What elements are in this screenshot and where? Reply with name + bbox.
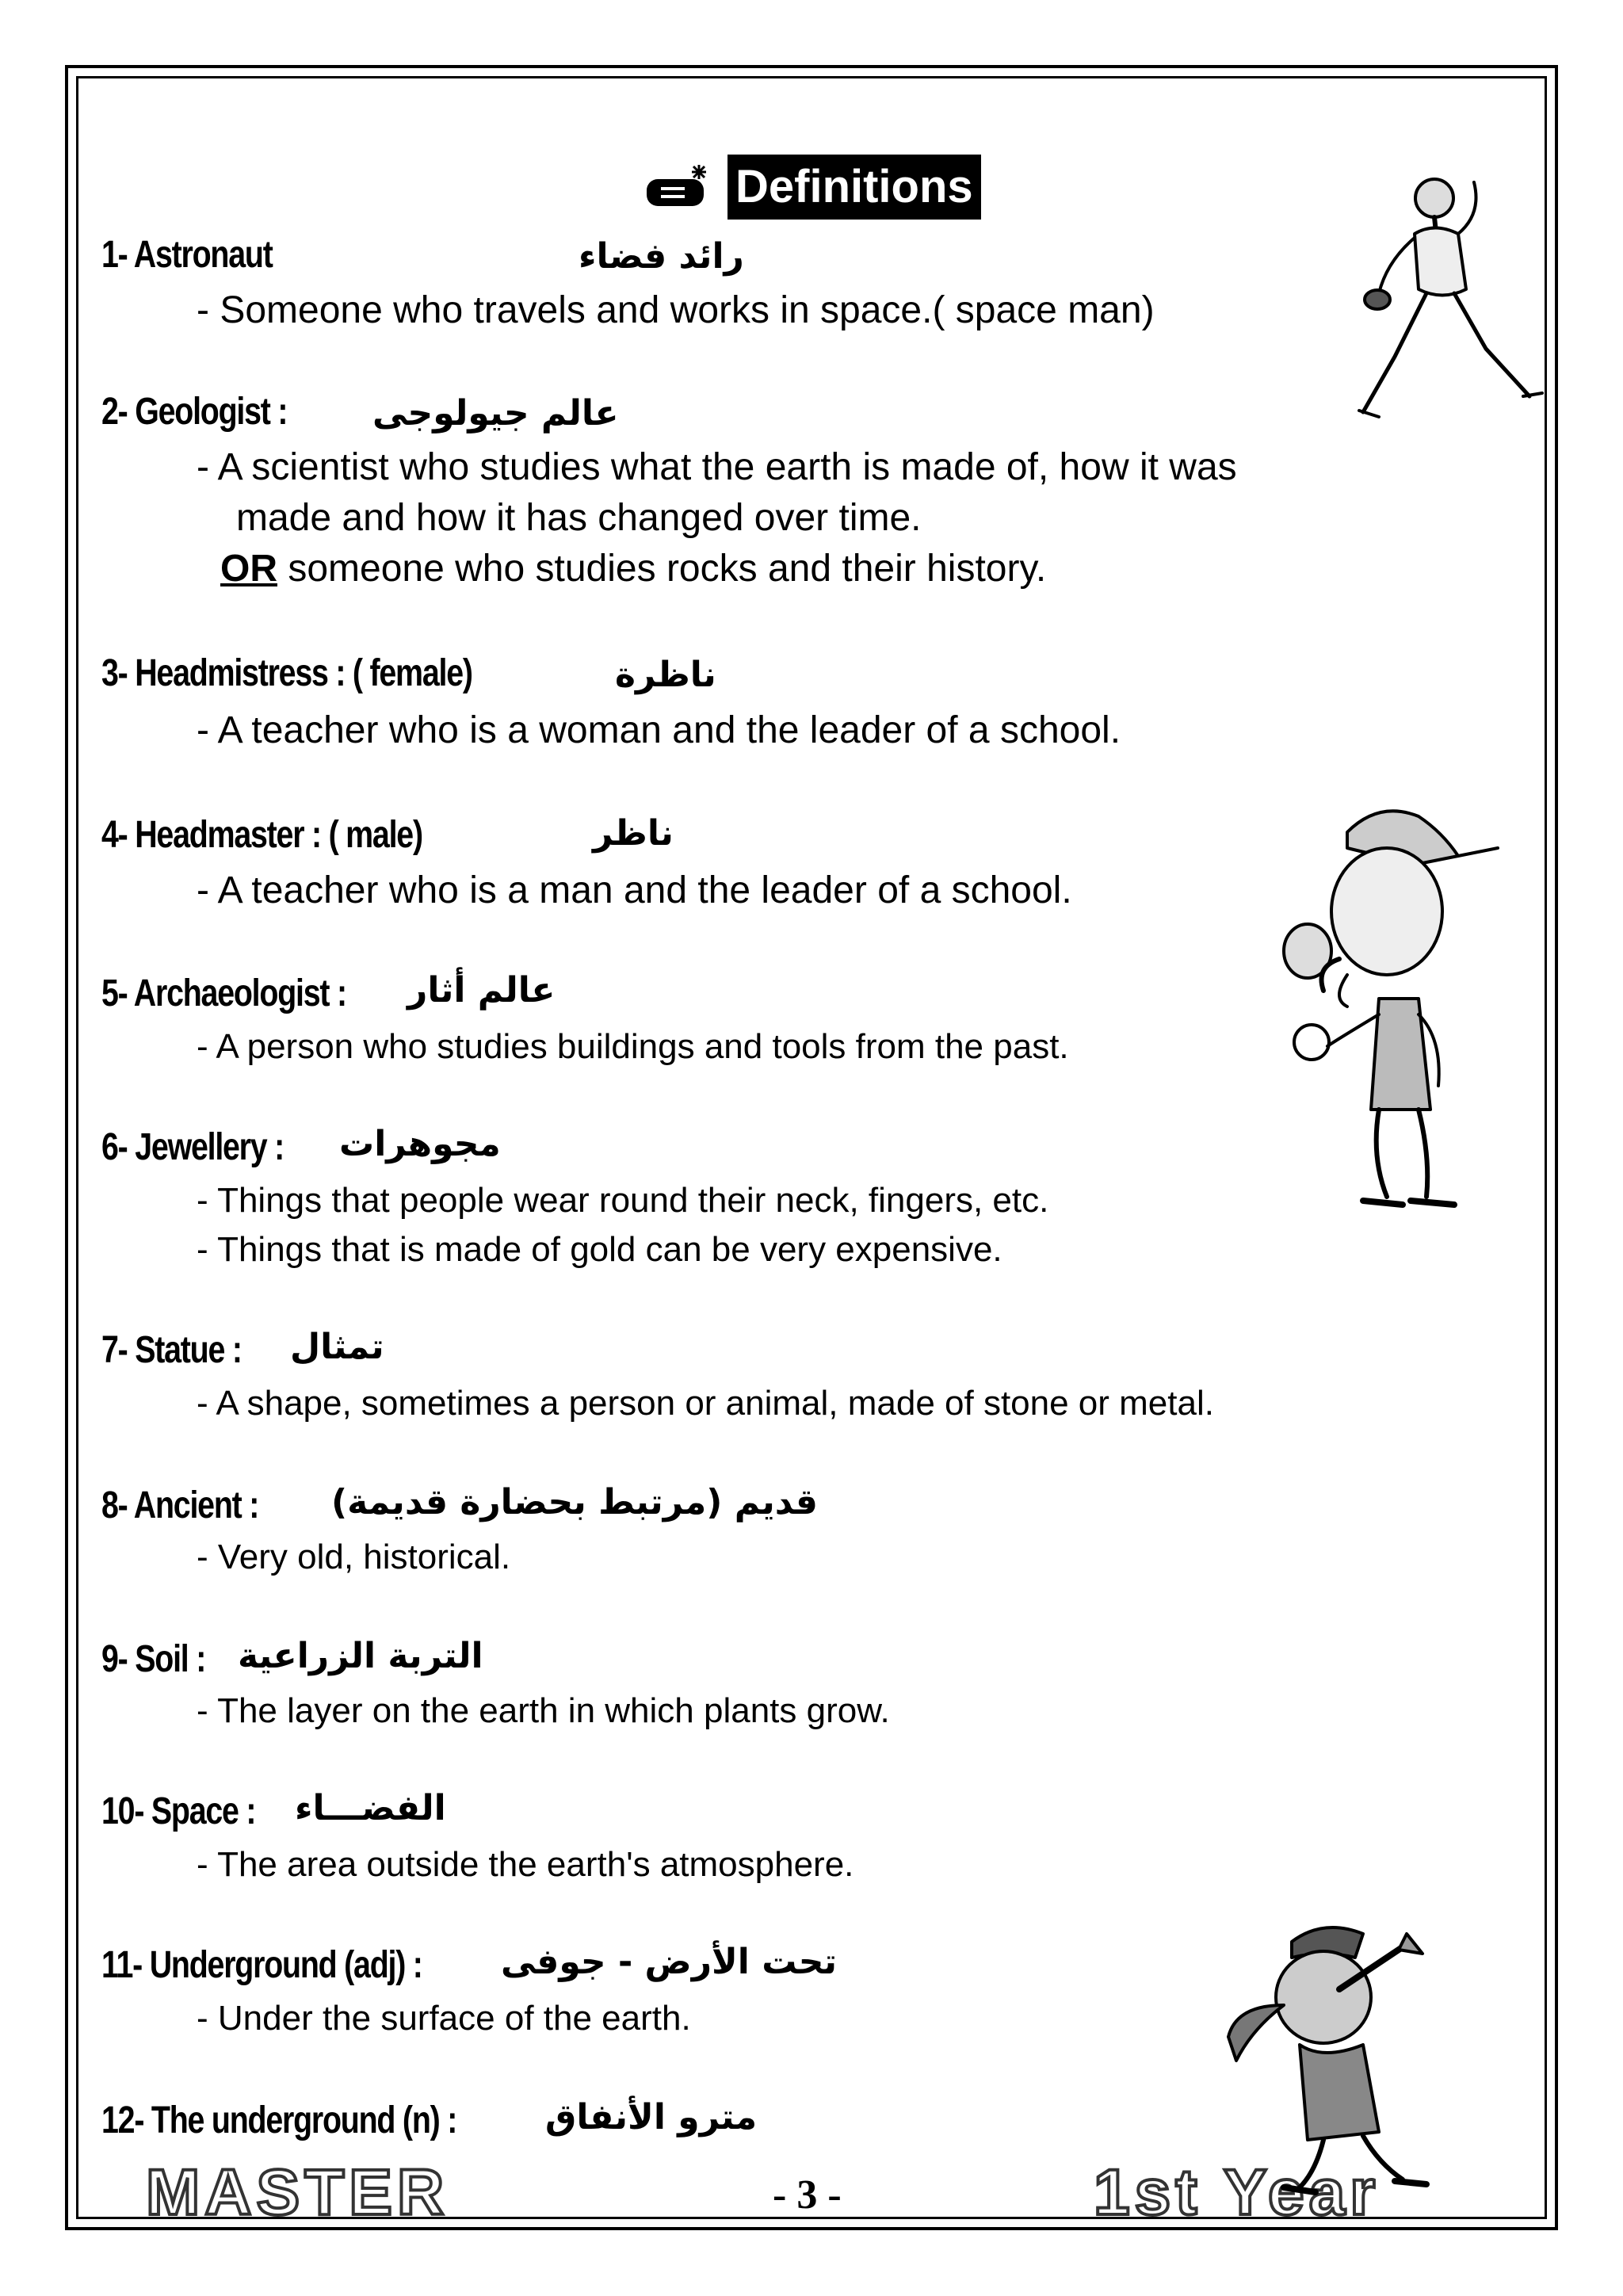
arabic-headmaster: ناظر bbox=[593, 813, 674, 854]
projector-icon bbox=[643, 162, 720, 212]
footer-year: 1st Year bbox=[1094, 2157, 1381, 2218]
baseball-pitcher-illustration bbox=[1316, 159, 1553, 428]
definition-geologist-1: - A scientist who studies what the earth is made of, how it was bbox=[197, 446, 1237, 488]
definition-headmaster: - A teacher who is a man and the leader of a school. bbox=[197, 869, 1072, 911]
arabic-archaeologist: عالم أثار bbox=[407, 970, 556, 1010]
arabic-space: الفضـــاء bbox=[295, 1788, 446, 1828]
or-text: someone who studies rocks and their history. bbox=[277, 548, 1047, 590]
page-number: - 3 - bbox=[773, 2172, 842, 2218]
footer-master: MASTER bbox=[146, 2157, 449, 2229]
arabic-headmistress: ناظرة bbox=[615, 655, 716, 695]
definition-astronaut: - Someone who travels and works in space.( space man) bbox=[197, 289, 1155, 331]
term-geologist: 2- Geologist : bbox=[101, 391, 288, 433]
arabic-underground-adj: تحت الأرض - جوفى bbox=[501, 1942, 838, 1982]
term-ancient: 8- Ancient : bbox=[101, 1484, 259, 1526]
arabic-geologist: عالم جيولوجى bbox=[372, 393, 619, 434]
term-headmistress: 3- Headmistress : ( female) bbox=[101, 652, 472, 694]
definition-statue: - A shape, sometimes a person or animal, made of stone or metal. bbox=[197, 1384, 1214, 1423]
definition-space: - The area outside the earth's atmosphere. bbox=[197, 1845, 854, 1884]
definition-underground-adj: - Under the surface of the earth. bbox=[197, 1999, 691, 2038]
definition-geologist-or bbox=[220, 547, 1046, 590]
definition-archaeologist: - A person who studies buildings and tools from the past. bbox=[197, 1027, 1069, 1066]
definition-headmistress: - A teacher who is a woman and the leader of a school. bbox=[197, 709, 1121, 751]
definition-soil: - The layer on the earth in which plants grow. bbox=[197, 1691, 890, 1730]
term-underground-adj: 11- Underground (adj) : bbox=[101, 1944, 422, 1986]
definition-jewellery-2: - Things that is made of gold can be very expensive. bbox=[197, 1230, 1002, 1269]
term-archaeologist: 5- Archaeologist : bbox=[101, 972, 346, 1014]
arabic-ancient: قديم (مرتبط بحضارة قديمة) bbox=[331, 1482, 818, 1522]
arabic-soil: التربة الزراعية bbox=[238, 1636, 483, 1676]
arabic-statue: تمثال bbox=[290, 1327, 384, 1367]
definition-ancient: - Very old, historical. bbox=[197, 1538, 511, 1576]
title-label: Definitions bbox=[727, 155, 981, 220]
section-title bbox=[643, 149, 981, 225]
term-space: 10- Space : bbox=[101, 1790, 256, 1832]
arabic-the-underground-n: مترو الأنفاق bbox=[545, 2097, 758, 2137]
or-label: OR bbox=[220, 548, 277, 590]
term-the-underground-n: 12- The underground (n) : bbox=[101, 2099, 457, 2141]
term-headmaster: 4- Headmaster : ( male) bbox=[101, 814, 422, 856]
term-soil: 9- Soil : bbox=[101, 1638, 206, 1680]
definition-jewellery-1: - Things that people wear round their neck, fingers, etc. bbox=[197, 1181, 1049, 1220]
arabic-jewellery: مجوهرات bbox=[339, 1124, 501, 1164]
baseball-player-illustration bbox=[1260, 800, 1522, 1244]
arabic-astronaut: رائد فضاء bbox=[579, 236, 744, 277]
definition-geologist-2: made and how it has changed over time. bbox=[236, 497, 922, 539]
term-astronaut: 1- Astronaut bbox=[101, 234, 273, 276]
trumpet-player-illustration bbox=[1205, 1910, 1458, 2203]
term-statue: 7- Statue : bbox=[101, 1329, 242, 1371]
term-jewellery: 6- Jewellery : bbox=[101, 1126, 285, 1168]
